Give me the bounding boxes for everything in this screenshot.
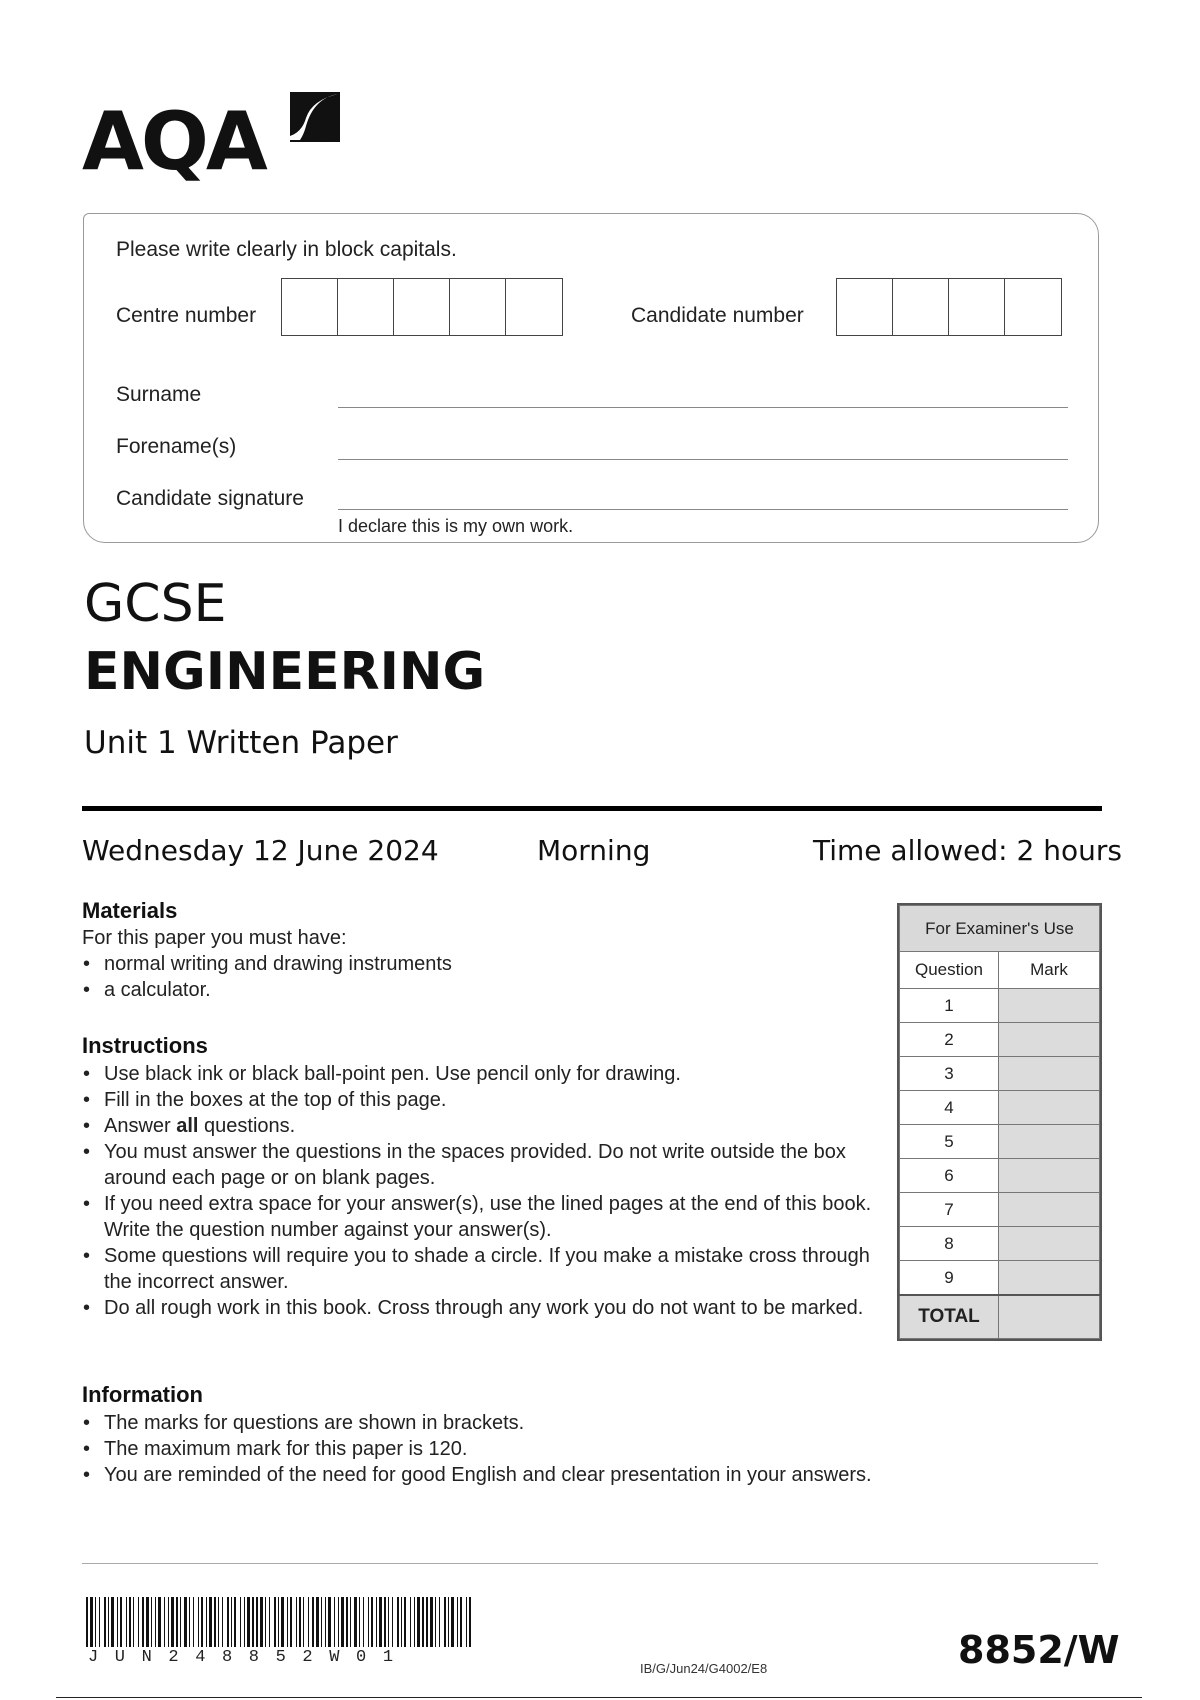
question-number: 7 <box>900 1193 999 1227</box>
mark-cell[interactable] <box>999 1057 1100 1091</box>
question-number: 2 <box>900 1023 999 1057</box>
total-label: TOTAL <box>900 1295 999 1339</box>
materials-item: • normal writing and drawing instruments <box>82 951 862 977</box>
signature-label: Candidate signature <box>116 487 304 510</box>
barcode-number: JUN248852W01 <box>88 1648 410 1667</box>
centre-number-box[interactable] <box>506 279 562 335</box>
surname-field[interactable] <box>338 407 1068 408</box>
materials-item: • a calculator. <box>82 977 862 1003</box>
block-capitals-instruction: Please write clearly in block capitals. <box>116 238 457 261</box>
instruction-item: • Do all rough work in this book. Cross through any work you do not want to be marked. <box>82 1295 882 1321</box>
question-number: 5 <box>900 1125 999 1159</box>
centre-number-box[interactable] <box>394 279 450 335</box>
aqa-logo-text: AQA <box>82 95 265 188</box>
question-column-header: Question <box>900 952 999 989</box>
instruction-item: • Use black ink or black ball-point pen. Use pencil only for drawing. <box>82 1061 882 1087</box>
forenames-label: Forename(s) <box>116 435 237 458</box>
subject-title: ENGINEERING <box>84 642 486 702</box>
information-item: • The marks for questions are shown in brackets. <box>82 1410 882 1436</box>
candidate-number-box[interactable] <box>949 279 1005 335</box>
instruction-text: Answer <box>104 1115 177 1137</box>
instructions-section <box>82 1061 882 1321</box>
candidate-number-label: Candidate number <box>631 304 804 327</box>
centre-number-label: Centre number <box>116 304 257 327</box>
information-heading: Information <box>82 1382 203 1407</box>
information-item: • The maximum mark for this paper is 120. <box>82 1436 882 1462</box>
candidate-number-box[interactable] <box>837 279 893 335</box>
mark-column-header: Mark <box>999 952 1100 989</box>
signature-field[interactable] <box>338 509 1068 510</box>
instructions-heading: Instructions <box>82 1033 208 1058</box>
question-number: 4 <box>900 1091 999 1125</box>
declaration-text: I declare this is my own work. <box>338 516 574 536</box>
time-allowed: Time allowed: 2 hours <box>813 834 1122 867</box>
examiner-table-title: For Examiner's Use <box>900 906 1100 952</box>
question-number: 8 <box>900 1227 999 1261</box>
reference-code: IB/G/Jun24/G4002/E8 <box>640 1661 768 1676</box>
instruction-text: questions. <box>198 1115 296 1137</box>
question-number: 3 <box>900 1057 999 1091</box>
information-section <box>82 1410 882 1488</box>
mark-cell[interactable] <box>999 1193 1100 1227</box>
exam-session: Morning <box>537 834 651 867</box>
mark-cell[interactable] <box>999 1023 1100 1057</box>
forenames-field[interactable] <box>338 459 1068 460</box>
instruction-item: • Fill in the boxes at the top of this page. <box>82 1087 882 1113</box>
question-number: 6 <box>900 1159 999 1193</box>
aqa-leaf-icon <box>284 88 342 148</box>
instruction-item: • If you need extra space for your answer(s), use the lined pages at the end of this book. Write the question number against your answer(s). <box>82 1191 882 1243</box>
examiner-use-table <box>897 903 1102 1341</box>
instruction-item: • Some questions will require you to shade a circle. If you make a mistake cross through the incorrect answer. <box>82 1243 882 1295</box>
mark-cell[interactable] <box>999 1261 1100 1296</box>
footer-divider <box>82 1563 1098 1564</box>
centre-number-boxes[interactable] <box>281 278 563 336</box>
exam-date: Wednesday 12 June 2024 <box>82 834 439 867</box>
mark-cell[interactable] <box>999 1227 1100 1261</box>
unit-title: Unit 1 Written Paper <box>84 725 398 761</box>
centre-number-box[interactable] <box>450 279 506 335</box>
candidate-number-box[interactable] <box>1005 279 1061 335</box>
candidate-number-box[interactable] <box>893 279 949 335</box>
barcode <box>86 1597 472 1647</box>
qualification-title: GCSE <box>84 574 227 634</box>
instruction-item <box>82 1113 882 1139</box>
centre-number-box[interactable] <box>282 279 338 335</box>
paper-code: 8852/W <box>958 1628 1120 1672</box>
mark-cell[interactable] <box>999 1091 1100 1125</box>
instruction-emphasis: all <box>176 1115 199 1137</box>
candidate-number-boxes[interactable] <box>836 278 1062 336</box>
mark-cell[interactable] <box>999 989 1100 1023</box>
mark-cell[interactable] <box>999 1159 1100 1193</box>
total-mark-cell[interactable] <box>999 1295 1100 1339</box>
centre-number-box[interactable] <box>338 279 394 335</box>
question-number: 1 <box>900 989 999 1023</box>
instruction-item: • You must answer the questions in the spaces provided. Do not write outside the box around each page or on blank pages. <box>82 1139 882 1191</box>
aqa-logo <box>82 88 342 188</box>
question-number: 9 <box>900 1261 999 1296</box>
header-divider <box>82 806 1102 811</box>
materials-heading: Materials <box>82 898 178 923</box>
materials-intro: For this paper you must have: <box>82 927 347 949</box>
information-item: • You are reminded of the need for good English and clear presentation in your answers. <box>82 1462 882 1488</box>
surname-label: Surname <box>116 383 202 406</box>
materials-section <box>82 925 862 1003</box>
mark-cell[interactable] <box>999 1125 1100 1159</box>
page-bottom-rule <box>56 1697 1142 1698</box>
